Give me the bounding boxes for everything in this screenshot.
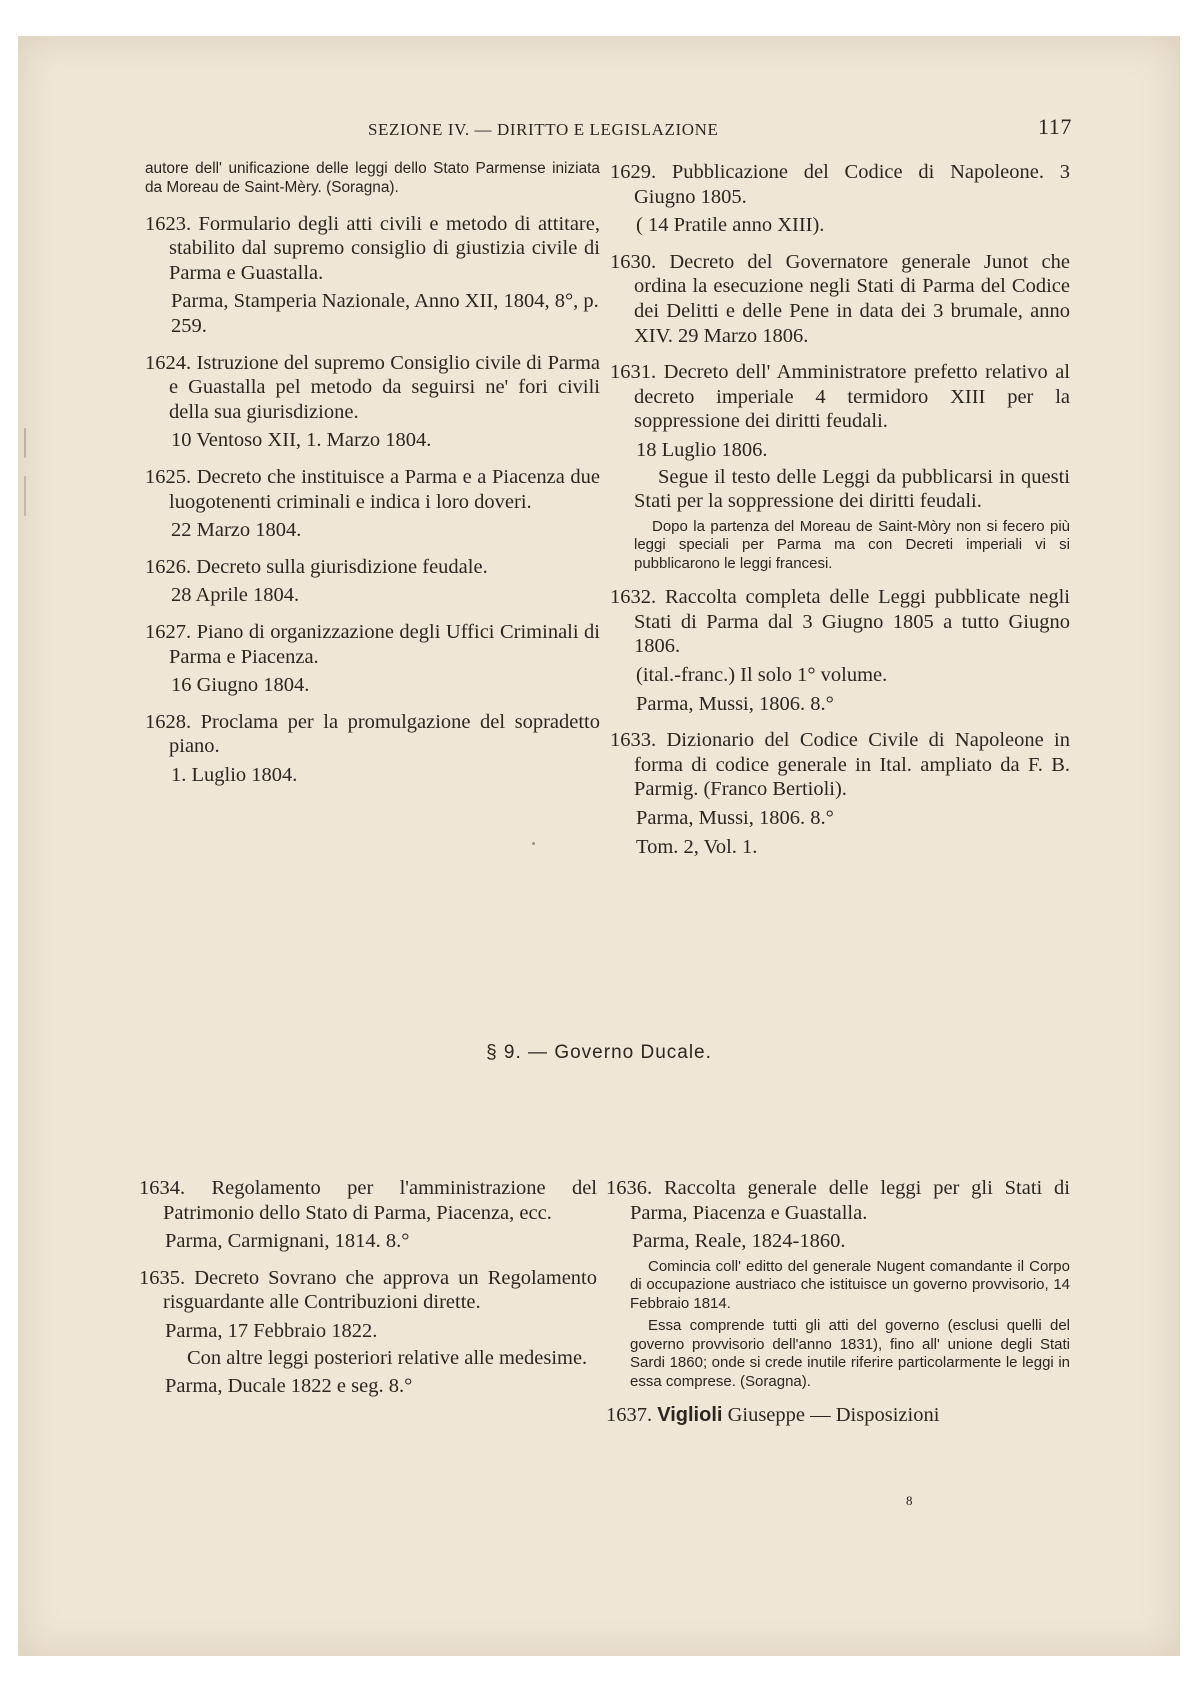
entry-number: 1634. <box>139 1177 186 1199</box>
entry-number: 1627. <box>145 620 192 643</box>
entry-number: 1635. <box>139 1266 186 1289</box>
entry-note: Dopo la partenza del Moreau de Saint-Mòry non si fecero più leggi speciali per Parma ma con Decreti imperiali vi si pubblicarono le leggi francesi. <box>634 517 1070 572</box>
entry-imprint: (ital.-franc.) Il solo 1° volume. <box>636 664 888 686</box>
running-header <box>368 114 1072 144</box>
entry-text: Giuseppe — Disposizioni <box>727 1404 940 1427</box>
entry-text: Formulario degli atti civili e metodo di attitare, stabilito dal supremo consiglio di giustizia civile di Parma e Guastalla. <box>169 212 600 284</box>
entry-imprint: Parma, Mussi, 1806. 8.° <box>636 806 834 829</box>
left-column <box>145 160 600 799</box>
entry-1625 <box>145 465 600 543</box>
entry-number: 1628. <box>145 710 192 733</box>
entry-number: 1629. <box>610 161 657 183</box>
continued-note: autore dell' unificazione delle leggi dello Stato Parmense iniziata da Moreau de Saint-Mèry. (Soragna). <box>145 160 600 196</box>
entry-text: Raccolta generale delle leggi per gli Stati di Parma, Piacenza e Guastalla. <box>630 1177 1071 1224</box>
entry-imprint: Parma, Carmignani, 1814. 8.° <box>165 1230 410 1253</box>
entry-1626 <box>145 555 600 608</box>
entry-imprint: ( 14 Pratile anno XIII). <box>636 214 825 237</box>
entry-text: Proclama per la promulgazione del sopradetto piano. <box>169 710 600 758</box>
paper-crease <box>24 476 26 516</box>
entry-1632 <box>610 585 1070 716</box>
entry-1628 <box>145 710 600 788</box>
paper-speck <box>532 842 535 845</box>
entry-imprint: Parma, Stamperia Nazionale, Anno XII, 1804, 8°, p. 259. <box>171 290 599 337</box>
entry-imprint: 10 Ventoso XII, 1. Marzo 1804. <box>171 429 432 452</box>
book-page <box>18 36 1180 1656</box>
entry-imprint: 18 Luglio 1806. <box>636 438 768 461</box>
entry-number: 1631. <box>610 361 657 384</box>
entry-text: Decreto Sovrano che approva un Regolamento risguardante alle Contribuzioni dirette. <box>163 1266 598 1314</box>
entry-1635 <box>139 1266 597 1399</box>
entry-imprint: Parma, Reale, 1824-1860. <box>632 1230 846 1253</box>
paper-crease <box>24 428 26 458</box>
entry-imprint-2: Parma, Ducale 1822 e seg. 8.° <box>165 1375 413 1398</box>
entry-note: Comincia coll' editto del generale Nugent comandante il Corpo di occupazione austriaco che istituisce un governo provvisorio, 14 Febbraio 1814. <box>630 1257 1070 1312</box>
entry-imprint: 28 Aprile 1804. <box>171 584 300 607</box>
entry-number: 1636. <box>606 1177 653 1199</box>
page-number: 117 <box>1038 114 1072 139</box>
entry-1629 <box>610 160 1070 238</box>
entry-number: 1623. <box>145 212 192 235</box>
entry-text: Pubblicazione del Codice di Napoleone. 3 Giugno 1805. <box>634 161 1070 208</box>
entry-1624 <box>145 351 600 453</box>
entry-imprint: Parma, 17 Febbraio 1822. <box>165 1319 378 1342</box>
right-column-lower <box>606 1176 1070 1440</box>
entry-text: Decreto che instituisce a Parma e a Piacenza due luogotenenti criminali e indica i loro doveri. <box>169 465 601 513</box>
entry-1623 <box>145 212 600 339</box>
entry-paragraph: Con altre leggi posteriori relative alle medesime. <box>187 1346 588 1369</box>
entry-number: 1630. <box>610 250 657 273</box>
entry-text: Dizionario del Codice Civile di Napoleone in forma di codice generale in Ital. ampliato da F. B. Parmig. (Franco Bertioli). <box>634 729 1070 801</box>
entry-text: Decreto sulla giurisdizione feudale. <box>196 555 488 578</box>
entry-author: Viglioli <box>657 1404 723 1427</box>
entry-1630 <box>610 250 1070 348</box>
entry-text: Piano di organizzazione degli Uffici Criminali di Parma e Piacenza. <box>169 620 601 668</box>
section-heading: § 9. — Governo Ducale. <box>486 1042 712 1063</box>
entry-imprint: 22 Marzo 1804. <box>171 519 302 542</box>
entry-1631 <box>610 360 1070 573</box>
right-column <box>610 160 1070 871</box>
left-column-lower <box>139 1176 597 1411</box>
entry-number: 1637. <box>606 1404 653 1427</box>
entry-imprint: 16 Giugno 1804. <box>171 674 310 697</box>
entry-imprint-2: Tom. 2, Vol. 1. <box>636 835 758 858</box>
entry-number: 1625. <box>145 465 192 488</box>
entry-imprint-2: Parma, Mussi, 1806. 8.° <box>636 692 834 715</box>
entry-text: Decreto del Governatore generale Junot che ordina la esecuzione negli Stati di Parma del Codice dei Delitti e delle Pene in data dei 3 brumale, anno XIV. 29 Marzo 1806. <box>634 250 1070 347</box>
entry-number: 1624. <box>145 351 192 374</box>
entry-text: Raccolta completa delle Leggi pubblicate negli Stati di Parma dal 3 Giugno 1805 a tutto Giugno 1806. <box>634 586 1071 658</box>
entry-text: Regolamento per l'amministrazione del Patrimonio dello Stato di Parma, Piacenza, ecc. <box>163 1177 598 1224</box>
entry-number: 1626. <box>145 555 192 578</box>
entry-1636 <box>606 1176 1070 1391</box>
entry-text: Decreto dell' Amministratore prefetto relativo al decreto imperiale 4 termidoro XIII per la soppressione dei diritti feudali. <box>634 361 1071 433</box>
entry-1634 <box>139 1176 597 1254</box>
entry-text: Istruzione del supremo Consiglio civile di Parma e Guastalla pel metodo da seguirsi ne' fori civili della sua giurisdizione. <box>169 351 601 423</box>
entry-paragraph: Segue il testo delle Leggi da pubblicarsi in questi Stati per la soppressione dei diritti feudali. <box>634 465 1070 513</box>
running-title: SEZIONE IV. — DIRITTO E LEGISLAZIONE <box>368 120 719 139</box>
signature-mark: 8 <box>906 1493 913 1508</box>
entry-1633 <box>610 728 1070 859</box>
entry-note-2: Essa comprende tutti gli atti del governo (esclusi quelli del governo provvisorio dell'anno 1831), fino all' unione degli Stati Sardi 1860; onde si crede inutile riferire particolarmente le leggi in essa comprese. (Soragna). <box>630 1317 1070 1390</box>
entry-number: 1632. <box>610 586 657 609</box>
entry-number: 1633. <box>610 729 657 752</box>
entry-imprint: 1. Luglio 1804. <box>171 763 298 786</box>
entry-1637 <box>606 1403 1070 1428</box>
entry-1627 <box>145 620 600 698</box>
